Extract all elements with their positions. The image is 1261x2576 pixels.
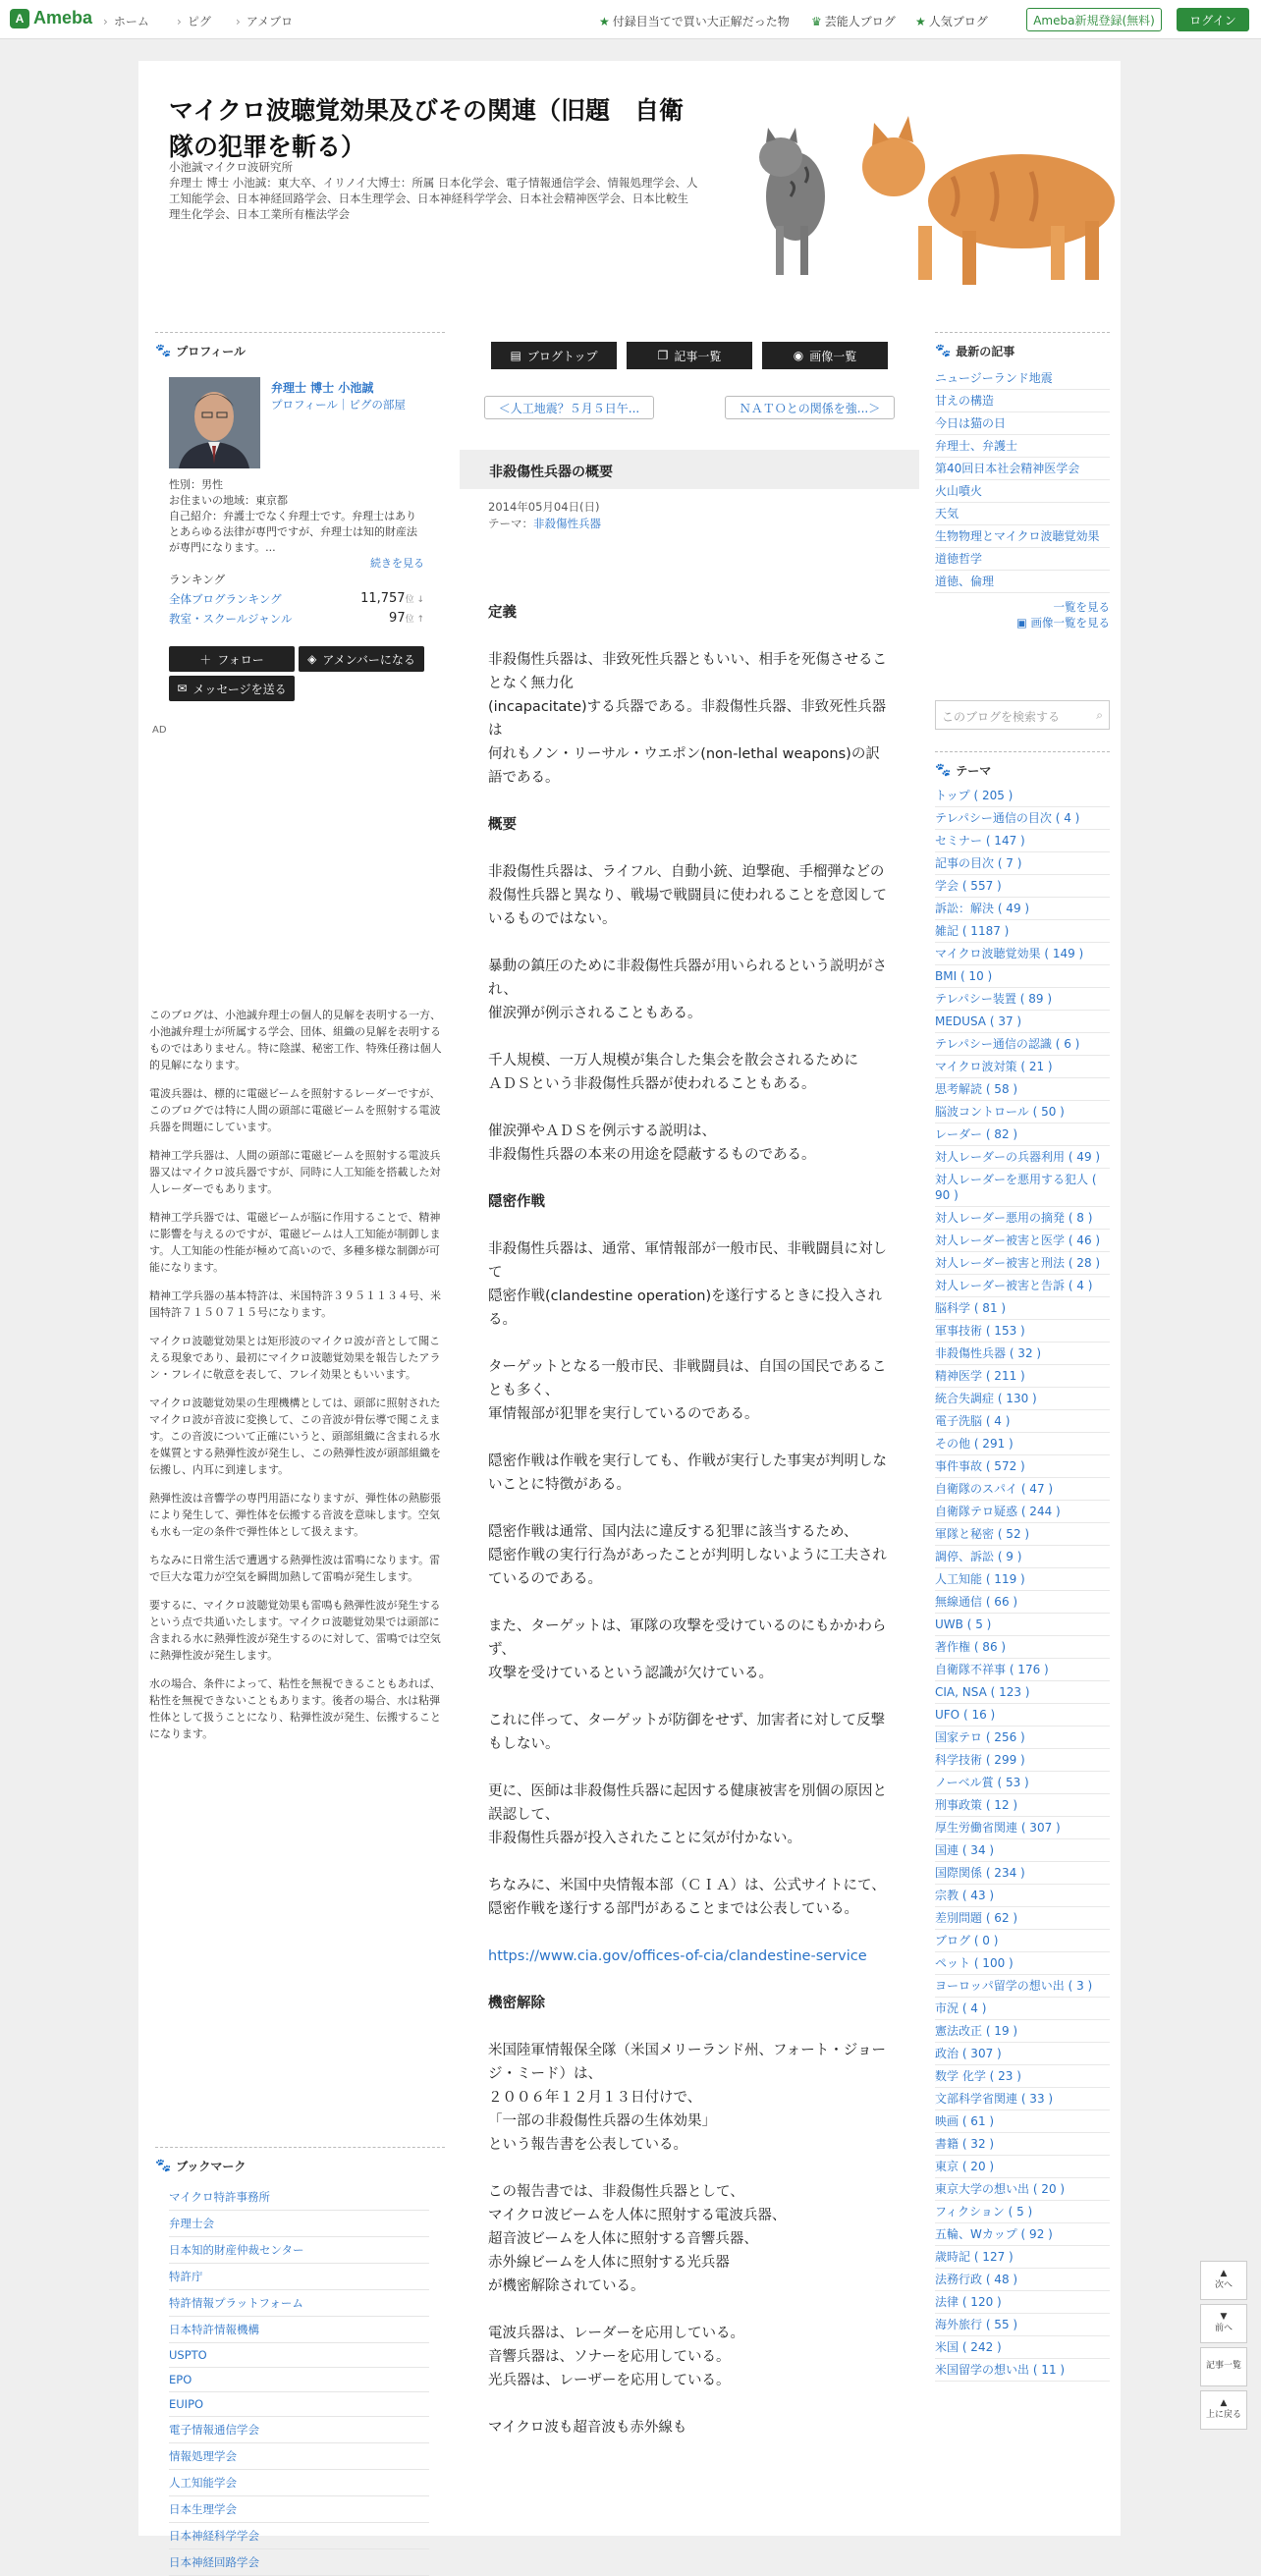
chevron-right-icon: › (177, 15, 182, 28)
theme-item[interactable]: 脳波コントロール ( 50 ) (935, 1101, 1110, 1124)
theme-item[interactable]: 数学 化学 ( 23 ) (935, 2065, 1110, 2088)
list-icon: ❐ (657, 349, 669, 362)
bookmark-section (155, 2147, 445, 2576)
recent-entry-item[interactable]: 弁理士、弁護士 (935, 435, 1110, 458)
blog-top-button[interactable]: ▤ ブログトップ (491, 342, 617, 369)
ameba-logo-icon: A (10, 9, 29, 28)
theme-item[interactable]: 対人レーダー被害と医学 ( 46 ) (935, 1230, 1110, 1252)
blog-title[interactable]: マイクロ波聴覚効果及びその関連（旧題 自衛隊の犯罪を斬る） (169, 96, 685, 161)
paw-icon: 🐾 (155, 2159, 172, 2173)
theme-item[interactable]: CIA, NSA ( 123 ) (935, 1681, 1110, 1704)
bookmark-item[interactable]: 日本知的財産仲裁センター (169, 2237, 429, 2264)
bookmark-item[interactable]: 日本神経科学学会 (169, 2523, 429, 2549)
theme-item[interactable]: 対人レーダーの兵器利用 ( 49 ) (935, 1146, 1110, 1169)
side-top-button[interactable]: ▲ 上に戻る (1200, 2390, 1247, 2430)
paragraph: 米国陸軍情報保全隊（米国メリーランド州、フォート・ジョージ・ミード）は、 ２００６年１２月１３日付けで、 「一部の非殺傷性兵器の生体効果」 という報告書を公表している。 (488, 2043, 886, 2153)
header-link-furoku[interactable]: ★ 付録目当てで買い大正解だった物 (599, 15, 790, 28)
amember-icon: ◈ (307, 652, 317, 666)
theme-item[interactable]: 非殺傷性兵器 ( 32 ) (935, 1343, 1110, 1365)
bookmark-item[interactable]: 特許庁 (169, 2264, 429, 2290)
bookmark-item[interactable]: 人工知能学会 (169, 2470, 429, 2496)
bookmark-item[interactable]: 電子情報通信学会 (169, 2417, 429, 2443)
theme-item[interactable]: 国連 ( 34 ) (935, 1839, 1110, 1862)
camera-icon: ◉ (793, 349, 804, 362)
paragraph: 隠密作戦は作戦を実行しても、作戦が実行した事実が判明しないことに特徴がある。 (488, 1453, 887, 1493)
theme-item[interactable]: UWB ( 5 ) (935, 1614, 1110, 1636)
theme-item[interactable]: 対人レーダー被害と刑法 ( 28 ) (935, 1252, 1110, 1275)
theme-item[interactable]: 雑記 ( 1187 ) (935, 920, 1110, 943)
recent-entry-item[interactable]: 道徳、倫理 (935, 571, 1110, 593)
star-icon: ★ (599, 15, 610, 28)
read-more-link[interactable]: 続きを見る (370, 557, 424, 570)
recent-entry-item[interactable]: 生物物理とマイクロ波聴覚効果 (935, 525, 1110, 548)
paragraph: 催涙弾やＡＤＳを例示する説明は、 非殺傷性兵器の本来の用途を隠蔽するものである。 (488, 1124, 816, 1163)
theme-section (935, 751, 1110, 2382)
theme-item[interactable]: 政治 ( 307 ) (935, 2043, 1110, 2065)
recent-heading: 🐾 最新の記事 (935, 332, 1110, 359)
theme-item[interactable]: 国家テロ ( 256 ) (935, 1726, 1110, 1749)
left-description: このブログは、小池誠弁理士の個人的見解を表明する一方、小池誠弁理士が所属する学会、団体、組織の見解を表明するものではありません。特に陰謀、秘密工作、特殊任務は個人的見解になります。 電波兵器は、標的に電磁ビームを照射するレーダーですが、このブログでは特に人間の頭部に電磁ビームを照射する電波兵器を問題にしています。 精神工学兵器は、人間の頭部に電磁ビームを照射する電波兵器又はマイクロ波兵器ですが、同時に人工知能を搭載した対人レーダーでもあります。 精神工学兵器では、電磁ビームが脳に作用することで、精神に影響を与えるのですが、電磁ビームは人工知能が制御します。人工知能の性能が極めて高いので、多種多様な制御が可能になります。 精神工学兵器の基本特許は、米国特許３９５１１３４号、米国特許７１５０７１５号になります。 マイクロ波聴覚効果とは矩形波のマイクロ波が音として聞こえる現象であり、最初にマイクロ波聴覚効果を報告したアラン・フレイに敬意を表して、フレイ効果ともいいます。 マイクロ波聴覚効果の生理機構としては、頭部に照射されたマイクロ波が音波に変換して、この音波が骨伝導で聞こえます。この音波について正確にいうと、頭部組織に含まれる水を媒質とする熱弾性波が発生し、この熱弾性波が頭部組織を伝搬し、内耳に到達します。 熱弾性波は音響学の専門用語になりますが、弾性体の熱膨張により発生して、弾性体を伝搬する音波を意味します。空気も水も一定の条件で弾性体として扱えます。 ちなみに日常生活で遭遇する熱弾性波は雷鳴になります。雷で巨大な電力が空気を瞬間加熱して雷鳴が発生します。 要するに、マイクロ波聴覚効果も雷鳴も熱弾性波が発生するという点で共通いたします。マイクロ波聴覚効果では頭部に含まれる水に熱弾性波が発生するのに対して、雷鳴では空気に熱弾性波が発生します。 水の場合、条件によって、粘性を無視できることもあれば、粘性を無視できないこともあります。後者の場合、水は粘弾性体として扱うことになり、粘弾性波が発生、伝搬することになります。 (149, 1009, 442, 1740)
mail-icon: ✉ (177, 682, 188, 695)
paragraph: ターゲットとなる一般市民、非戦闘員は、自国の国民であることも多く、 軍情報部が犯罪を実行しているのである。 (488, 1359, 887, 1422)
recent-entries (935, 332, 1110, 630)
external-link[interactable]: https://www.cia.gov/offices-of-cia/clandestine-service (488, 1948, 867, 1964)
bookmark-item[interactable]: 弁理士会 (169, 2211, 429, 2237)
theme-item[interactable]: 対人レーダー悪用の摘発 ( 8 ) (935, 1207, 1110, 1230)
theme-list (935, 785, 1110, 2382)
paragraph: また、ターゲットは、軍隊の攻撃を受けているのにもかかわらず、 攻撃を受けているという認識が欠けている。 (488, 1618, 887, 1681)
paragraph: この報告書では、非殺傷性兵器として、 マイクロ波ビームを人体に照射する電波兵器、 超音波ビームを人体に照射する音響兵器、 赤外線ビームを人体に照射する光兵器 が機密解除されている。 (488, 2184, 787, 2294)
header-cats-image (707, 88, 1115, 314)
theme-item[interactable]: 映画 ( 61 ) (935, 2110, 1110, 2133)
theme-item[interactable]: 調停、訴訟 ( 9 ) (935, 1546, 1110, 1568)
paragraph: これに伴って、ターゲットが防御をせず、加害者に対して反撃もしない。 (488, 1713, 885, 1752)
theme-item[interactable]: 国際関係 ( 234 ) (935, 1862, 1110, 1885)
theme-item[interactable]: 電子洗脳 ( 4 ) (935, 1410, 1110, 1433)
image-icon: ▣ (1015, 616, 1031, 630)
paragraph: 非殺傷性兵器は、ライフル、自動小銃、迫撃砲、手榴弾などの殺傷性兵器と異なり、戦場で戦闘員に使われることを意図しているものではない。 (488, 864, 887, 927)
theme-item[interactable]: その他 ( 291 ) (935, 1433, 1110, 1455)
bookmark-item[interactable]: EUIPO (169, 2392, 429, 2417)
paragraph: 電波兵器は、レーダーを応用している。 音響兵器は、ソナーを応用している。 光兵器は、レーザーを応用している。 (488, 2326, 744, 2388)
avatar[interactable] (169, 377, 260, 468)
theme-item[interactable]: 軍事技術 ( 153 ) (935, 1320, 1110, 1343)
theme-item[interactable]: ノーベル賞 ( 53 ) (935, 1772, 1110, 1794)
follow-button[interactable]: ＋ フォロー (169, 646, 295, 672)
theme-item[interactable]: 憲法改正 ( 19 ) (935, 2020, 1110, 2043)
image-more-link[interactable]: ▣ 画像一覧を見る (1015, 616, 1110, 630)
prev-entry-link[interactable]: ＜人工地震？５月５日午... (484, 396, 654, 419)
bookmark-item[interactable]: 日本生理学会 (169, 2496, 429, 2523)
profile-links[interactable]: プロフィール｜ピグの部屋 (271, 398, 406, 411)
entry-meta: 2014年05月04日(日) テーマ：非殺傷性兵器 (488, 500, 601, 530)
theme-item[interactable]: BMI ( 10 ) (935, 965, 1110, 988)
theme-item[interactable]: 厚生労働省関連 ( 307 ) (935, 1817, 1110, 1839)
section-heading: 定義 (488, 605, 517, 621)
nav-home[interactable]: › ホーム (103, 15, 149, 28)
star-icon: ★ (915, 15, 926, 28)
recent-entry-item[interactable]: 今日は猫の日 (935, 412, 1110, 435)
paragraph: 更に、医師は非殺傷性兵器に起因する健康被害を別個の原因と誤認して、 非殺傷性兵器が投入されたことに気が付かない。 (488, 1783, 887, 1846)
theme-item[interactable]: 東京 ( 20 ) (935, 2156, 1110, 2178)
theme-item[interactable]: ブログ ( 0 ) (935, 1930, 1110, 1952)
recent-entry-item[interactable]: 天気 (935, 503, 1110, 525)
theme-item[interactable]: 刑事政策 ( 12 ) (935, 1794, 1110, 1817)
entry-body (488, 601, 891, 2463)
theme-item[interactable]: 東京大学の想い出 ( 20 ) (935, 2178, 1110, 2201)
theme-item[interactable]: UFO ( 16 ) (935, 1704, 1110, 1726)
nav-ameblo[interactable]: › アメブロ (236, 15, 294, 28)
theme-item[interactable]: 法務行政 ( 48 ) (935, 2269, 1110, 2291)
theme-item[interactable]: フィクション ( 5 ) (935, 2201, 1110, 2223)
bookmark-item[interactable]: 特許情報プラットフォーム (169, 2290, 429, 2317)
bookmark-list (169, 2184, 445, 2576)
home-icon: ▤ (510, 349, 521, 362)
bookmark-item[interactable]: USPTO (169, 2343, 429, 2368)
paragraph: 非殺傷性兵器は、通常、軍情報部が一般市民、非戦闘員に対して 隠密作戦(clandestine operation)を遂行するときに投入される。 (488, 1241, 887, 1328)
rank-overall-link[interactable]: 全体ブログランキング (169, 592, 282, 606)
message-button[interactable]: ✉ メッセージを送る (169, 676, 295, 701)
theme-item[interactable]: 自衛隊不祥事 ( 176 ) (935, 1659, 1110, 1681)
rank-genre-link[interactable]: 教室・スクールジャンル (169, 612, 293, 626)
theme-item[interactable]: 歳時記 ( 127 ) (935, 2246, 1110, 2269)
theme-item[interactable]: トップ ( 205 ) (935, 785, 1110, 807)
chevron-right-icon: › (103, 15, 108, 28)
theme-item[interactable]: ヨーロッパ留学の想い出 ( 3 ) (935, 1975, 1110, 1998)
paragraph: マイクロ波も超音波も赤外線も (488, 2420, 687, 2436)
theme-item[interactable]: 無線通信 ( 66 ) (935, 1591, 1110, 1614)
bookmark-item[interactable]: EPO (169, 2368, 429, 2392)
arrow-up-icon: ▲ (1220, 2398, 1228, 2408)
paw-icon: 🐾 (935, 344, 952, 358)
side-list-button[interactable]: 記事一覧 (1200, 2347, 1247, 2386)
theme-heading: 🐾 テーマ (935, 751, 1110, 779)
section-heading: 概要 (488, 817, 517, 833)
theme-item[interactable]: 宗教 ( 43 ) (935, 1885, 1110, 1907)
side-nav (1200, 2261, 1247, 2434)
theme-item[interactable]: 対人レーダー被害と告訴 ( 4 ) (935, 1275, 1110, 1297)
chevron-up-icon: ▲ (1220, 2269, 1228, 2278)
bookmark-item[interactable]: 日本特許情報機構 (169, 2317, 429, 2343)
entry-title[interactable]: 非殺傷性兵器の概要 (460, 450, 919, 489)
theme-item[interactable]: 差別問題 ( 62 ) (935, 1907, 1110, 1930)
theme-item[interactable]: 海外旅行 ( 55 ) (935, 2314, 1110, 2336)
theme-item[interactable]: レーダー ( 82 ) (935, 1124, 1110, 1146)
ameba-logo[interactable]: A Ameba (10, 8, 92, 28)
ranking: ランキング 全体ブログランキング 11,757位 ↓ 教室・スクールジャンル 97位 ↑ (169, 573, 424, 626)
recent-list (935, 367, 1110, 593)
theme-item[interactable]: マイクロ波対策 ( 21 ) (935, 1056, 1110, 1078)
theme-item[interactable]: 文部科学省関連 ( 33 ) (935, 2088, 1110, 2110)
theme-item[interactable]: 統合失調症 ( 130 ) (935, 1388, 1110, 1410)
bookmark-heading: 🐾 ブックマーク (155, 2147, 445, 2174)
chevron-down-icon: ▼ (1220, 2312, 1228, 2322)
theme-item[interactable]: 著作権 ( 86 ) (935, 1636, 1110, 1659)
theme-item[interactable]: 思考解読 ( 58 ) (935, 1078, 1110, 1101)
theme-item[interactable]: 五輪、Wカップ ( 92 ) (935, 2223, 1110, 2246)
theme-item[interactable]: マイクロ波聴覚効果 ( 149 ) (935, 943, 1110, 965)
ad-label: AD (152, 725, 167, 736)
theme-item[interactable]: MEDUSA ( 37 ) (935, 1011, 1110, 1033)
theme-item[interactable]: 書籍 ( 32 ) (935, 2133, 1110, 2156)
search-icon: ⌕ (1096, 708, 1103, 722)
paragraph: 暴動の鎮圧のために非殺傷性兵器が用いられるという説明がされ、 催涙弾が例示されることもある。 (488, 959, 887, 1021)
theme-item[interactable]: 精神医学 ( 211 ) (935, 1365, 1110, 1388)
amember-button[interactable]: ◈ アメンバーになる (299, 646, 424, 672)
blog-description: 小池誠マイクロ波研究所 弁理士 博士 小池誠：東大卒、イリノイ大博士：所属 日本化学会、電子情報通信学会、情報処理学会、人工知能学会、日本神経回路学会、日本生理学会、日本神経科学学会、日本社会精神医学会、日本比較生理生化学会、日本工業所有権法学会 (169, 160, 698, 221)
next-entry-link[interactable]: ＮＡＴＯとの関係を強...＞ (725, 396, 895, 419)
theme-item[interactable]: ペット ( 100 ) (935, 1952, 1110, 1975)
profile-heading: 🐾 プロフィール (155, 332, 445, 359)
bookmark-item[interactable]: マイクロ特許事務所 (169, 2184, 429, 2211)
theme-item[interactable]: 訴訟：解決 ( 49 ) (935, 898, 1110, 920)
paragraph: 千人規模、一万人規模が集合した集会を散会されるために ＡＤＳという非殺傷性兵器が使われることもある。 (488, 1053, 858, 1092)
chevron-right-icon: › (236, 15, 241, 28)
side-prev-button[interactable]: ▼ 前へ (1200, 2304, 1247, 2343)
theme-item[interactable]: 市況 ( 4 ) (935, 1998, 1110, 2020)
theme-item[interactable]: セミナー ( 147 ) (935, 830, 1110, 852)
theme-item[interactable]: 自衛隊のスパイ ( 47 ) (935, 1478, 1110, 1501)
theme-item[interactable]: 軍隊と秘密 ( 52 ) (935, 1523, 1110, 1546)
crown-icon: ♛ (811, 15, 822, 28)
entry-theme-link[interactable]: 非殺傷性兵器 (533, 517, 601, 530)
theme-item[interactable]: テレパシー通信の認識 ( 6 ) (935, 1033, 1110, 1056)
theme-item[interactable]: テレパシー装置 ( 89 ) (935, 988, 1110, 1011)
profile-section (155, 332, 445, 696)
recent-entry-item[interactable]: 甘えの構造 (935, 390, 1110, 412)
entry-list-button[interactable]: ❐ 記事一覧 (627, 342, 752, 369)
theme-item[interactable]: 人工知能 ( 119 ) (935, 1568, 1110, 1591)
paragraph: ちなみに、米国中央情報本部（ＣＩＡ）は、公式サイトにて、 隠密作戦を遂行する部門があることまでは公表している。 (488, 1878, 886, 1917)
recent-entry-item[interactable]: 第40回日本社会精神医学会 (935, 458, 1110, 480)
bookmark-item[interactable]: 日本神経回路学会 (169, 2549, 429, 2576)
theme-item[interactable]: 科学技術 ( 299 ) (935, 1749, 1110, 1772)
theme-item[interactable]: 自衛隊テロ疑惑 ( 244 ) (935, 1501, 1110, 1523)
recent-entry-item[interactable]: ニュージーランド地震 (935, 367, 1110, 390)
paw-icon: 🐾 (935, 763, 952, 778)
header-link-popular[interactable]: ★ 人気ブログ (915, 15, 988, 28)
theme-item[interactable]: 事件事故 ( 572 ) (935, 1455, 1110, 1478)
theme-item[interactable]: テレパシー通信の目次 ( 4 ) (935, 807, 1110, 830)
nav-pigg[interactable]: › ピグ (177, 15, 211, 28)
global-header (0, 0, 1261, 39)
profile-info: 性別：男性 お住まいの地域：東京都 自己紹介：弁護士でなく弁理士です。弁理士はありとあらゆる法律が専門ですが、弁理士は知的財産法が専門になります。... 続きを見る (169, 478, 424, 570)
theme-item[interactable]: 学会 ( 557 ) (935, 875, 1110, 898)
image-list-button[interactable]: ◉ 画像一覧 (762, 342, 888, 369)
recent-entry-item[interactable]: 火山噴火 (935, 480, 1110, 503)
theme-item[interactable]: 法律 ( 120 ) (935, 2291, 1110, 2314)
header-link-geino[interactable]: ♛ 芸能人ブログ (811, 15, 896, 28)
theme-item[interactable]: 記事の目次 ( 7 ) (935, 852, 1110, 875)
bookmark-item[interactable]: 情報処理学会 (169, 2443, 429, 2470)
login-button[interactable]: ログイン (1177, 8, 1249, 31)
recent-more-link[interactable]: 一覧を見る (1053, 600, 1110, 614)
recent-entry-item[interactable]: 道徳哲学 (935, 548, 1110, 571)
register-button[interactable]: Ameba新規登録(無料) (1026, 8, 1162, 31)
theme-item[interactable]: 対人レーダーを悪用する犯人 ( 90 ) (935, 1169, 1110, 1207)
profile-name[interactable]: 弁理士 博士 小池誠 (271, 381, 374, 395)
theme-item[interactable]: 米国 ( 242 ) (935, 2336, 1110, 2359)
theme-item[interactable]: 脳科学 ( 81 ) (935, 1297, 1110, 1320)
blog-search-input[interactable]: このブログを検索する ⌕ (935, 700, 1110, 730)
plus-icon: ＋ (199, 652, 212, 667)
paragraph: 非殺傷性兵器は、非致死性兵器ともいい、相手を死傷させることなく無力化 (incapacitate)する兵器である。非殺傷性兵器、非致死性兵器は 何れもノン・リーサル・ウエポン(non-lethal weapons)の訳語である。 (488, 652, 887, 786)
paw-icon: 🐾 (155, 344, 172, 358)
theme-item[interactable]: 米国留学の想い出 ( 11 ) (935, 2359, 1110, 2382)
section-heading: 機密解除 (488, 1996, 545, 2011)
paragraph: 隠密作戦は通常、国内法に違反する犯罪に該当するため、 隠密作戦の実行行為があったことが判明しないように工夫されているのである。 (488, 1524, 887, 1587)
section-heading: 隠密作戦 (488, 1194, 545, 1210)
side-next-button[interactable]: ▲ 次へ (1200, 2261, 1247, 2300)
